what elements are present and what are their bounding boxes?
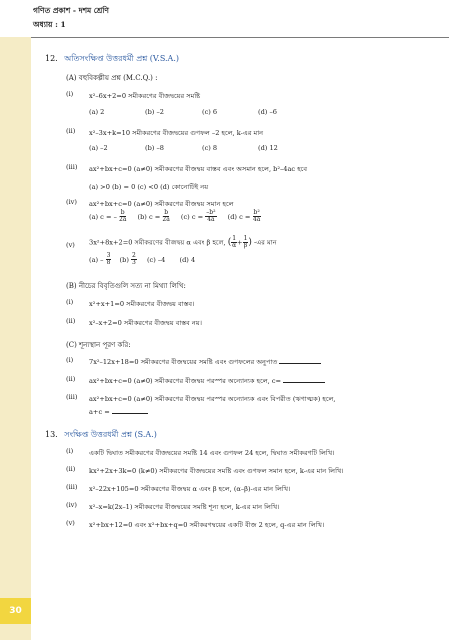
sa-3-number: (iii) — [66, 483, 78, 491]
opt-a-fraction — [106, 253, 112, 266]
opt-a-label: (a) c = – — [89, 212, 117, 221]
left-margin-band — [0, 37, 31, 640]
q12-title: অতিসংক্ষিপ্ত উত্তরধর্মী প্রশ্ন (V.S.A.) — [64, 54, 180, 63]
mcq-2-option-c: (c) 8 — [202, 144, 218, 152]
q13-number: 13. — [45, 430, 58, 439]
q12-number: 12. — [45, 54, 58, 63]
numerator: –b² — [206, 209, 216, 216]
sa-4-number: (iv) — [66, 501, 77, 509]
numerator: 2 — [132, 252, 136, 259]
fill-3-question: ax²+bx+c=0 (a≠0) সমীকরণের বীজদ্বয় পরস্পর অন্যোন্যক এবং বিপরীত (ঋণাত্মক) হলে, — [89, 395, 336, 403]
mcq-3-options: (a) >0 (b) = 0 (c) <0 (d) কোনোটিই নয় — [89, 183, 209, 191]
denominator: 8 — [106, 259, 111, 266]
sa-2-question: kx²+2x+3k=0 (k≠0) সমীকরণের বীজদ্বয়ের সমষ্টি এবং গুণফল সমান হলে, k-এর মান লিখি। — [89, 467, 344, 475]
fill-2-question — [89, 375, 325, 387]
mcq-3-number: (iii) — [66, 163, 78, 171]
mcq-5-number: (v) — [66, 241, 75, 249]
opt-d-fraction — [253, 210, 261, 223]
mcq-2-option-a: (a) –2 — [89, 144, 108, 152]
denominator: 2a — [162, 216, 170, 223]
mcq-5-stem: 3x²+8x+2=0 সমীকরণের বীজদ্বয় α এবং β হলে, — [89, 238, 226, 247]
page-number-text: 30 — [9, 606, 22, 616]
fill-2-blank[interactable] — [283, 377, 325, 383]
mcq-5-option-c: (c) –4 — [146, 255, 166, 264]
mcq-4-option-d — [227, 209, 261, 223]
opt-a-fraction — [119, 210, 126, 223]
opt-c-fraction — [205, 210, 216, 223]
fill-2-number: (ii) — [66, 375, 76, 383]
mcq-5-option-b — [119, 252, 139, 266]
denominator: α — [232, 242, 237, 249]
mcq-5-tail: -এর মান — [254, 238, 277, 247]
mcq-4-question: ax²+bx+c=0 (a≠0) সমীকরণের বীজদ্বয় সমান হলে — [89, 200, 234, 208]
mcq-3-question: ax²+bx+c=0 (a≠0) সমীকরণের বীজদ্বয় বাস্তব এবং অসমান হলে, b²–4ac হবে — [89, 165, 308, 173]
fill-1-blank[interactable] — [279, 358, 321, 364]
mcq-2-option-d: (d) 12 — [258, 144, 278, 152]
opt-b-fraction — [162, 210, 169, 223]
q13-title: সংক্ষিপ্ত উত্তরধর্মী প্রশ্ন (S.A.) — [64, 430, 157, 439]
sa-3-question: x²–22x+105=0 সমীকরণের বীজদ্বয় α এবং β হলে, (α–β)-এর মান লিখি। — [89, 485, 291, 493]
mcq-5-expression: ( — [227, 237, 232, 248]
numerator: 1 — [232, 235, 237, 242]
mcq-1-option-c: (c) 6 — [202, 108, 218, 116]
numerator: b — [120, 209, 125, 216]
q13-heading — [45, 429, 157, 442]
page-number — [0, 598, 31, 624]
tf-1-number: (i) — [66, 298, 74, 306]
denominator: β — [243, 242, 248, 249]
header-divider — [0, 37, 449, 38]
tf-2-number: (ii) — [66, 317, 76, 325]
book-title: গণিত প্রকাশ - দশম শ্রেণি — [33, 6, 109, 15]
tf-1-statement: x²+x+1=0 সমীকরণের বীজদ্বয় বাস্তব। — [89, 300, 195, 308]
mcq-1-number: (i) — [66, 90, 74, 98]
tf-2-statement: x²–x+2=0 সমীকরণের বীজদ্বয় বাস্তব নয়। — [89, 319, 203, 327]
numerator: 1 — [243, 235, 248, 242]
mcq-4-number: (iv) — [66, 198, 77, 206]
fill-3-number: (iii) — [66, 393, 78, 401]
numerator: b — [164, 209, 169, 216]
mcq-1-question: x²–6x+2=0 সমীকরণের বীজদ্বয়ের সমষ্টি — [89, 92, 201, 100]
fill-2-text: ax²+bx+c=0 (a≠0) সমীকরণের বীজদ্বয় পরস্পর অন্যোন্যক হলে, c= — [89, 377, 282, 385]
mcq-4-options — [89, 210, 261, 223]
mcq-4-option-b — [137, 209, 172, 223]
sa-1-question: একটি দ্বিঘাত সমীকরণের বীজদ্বয়ের সমষ্টি 14 এবং গুণফল 24 হলে, দ্বিঘাত সমীকরণটি লিখি। — [89, 449, 335, 457]
mcq-1-option-b: (b) –2 — [145, 108, 164, 116]
mcq-2-question: x²–3x+k=10 সমীকরণের বীজদ্বয়ের গুণফল –2 হলে, k-এর মান — [89, 129, 264, 137]
opt-b-label: (b) — [119, 255, 129, 264]
fill-1-number: (i) — [66, 356, 74, 364]
fill-3-blank[interactable] — [112, 408, 148, 414]
fill-1-question — [89, 356, 321, 368]
fill-3-line2 — [89, 408, 148, 416]
fill-3-text: a+c = — [89, 408, 110, 416]
section-b-title: (B) নীচের বিবৃতিগুলি সত্য না মিথ্যা লিখি: — [66, 282, 186, 290]
q12-heading — [45, 53, 179, 66]
mcq-2-option-b: (b) –8 — [145, 144, 164, 152]
numerator: 3 — [106, 252, 111, 259]
sa-5-question: x²+bx+12=0 এবং x²+bx+q=0 সমীকরণদ্বয়ের একটি বীজ 2 হলে, q-এর মান লিখি। — [89, 521, 325, 529]
section-a-title: (A) বহুবিকল্পীয় প্রশ্ন (M.C.Q.) : — [66, 74, 158, 82]
mcq-5-options — [89, 253, 195, 266]
plus-sign: + — [237, 238, 243, 247]
opt-d-label: (d) c = — [227, 212, 251, 221]
sa-5-number: (v) — [66, 519, 75, 527]
mcq-4-option-a — [89, 209, 129, 223]
mcq-4-option-c — [180, 209, 219, 223]
close-paren: ) — [248, 237, 252, 248]
sa-2-number: (ii) — [66, 465, 76, 473]
opt-a-label: (a) – — [89, 255, 104, 264]
fill-1-text: 7x²–12x+18=0 সমীকরণের বীজদ্বয়ের সমষ্টি এবং গুণফলের অনুপাত — [89, 358, 278, 366]
mcq-1-option-a: (a) 2 — [89, 108, 105, 116]
sa-4-question: x²–x=k(2x–1) সমীকরণের বীজদ্বয়ের সমষ্টি শূন্য হলে, k-এর মান লিখি। — [89, 503, 280, 511]
numerator: b² — [253, 209, 260, 216]
mcq-5-option-a — [89, 252, 114, 266]
opt-b-label: (b) c = — [137, 212, 161, 221]
opt-c-label: (c) c = — [180, 212, 204, 221]
sa-1-number: (i) — [66, 447, 74, 455]
denominator: 2a — [119, 216, 127, 223]
mcq-5-option-d: (d) 4 — [179, 255, 196, 264]
mcq-5-question — [89, 236, 277, 249]
mcq-2-number: (ii) — [66, 127, 76, 135]
section-c-title: (C) শূন্যস্থান পূরণ করি: — [66, 341, 131, 349]
denominator: 4a — [207, 216, 215, 223]
mcq-1-option-d: (d) –6 — [258, 108, 277, 116]
denominator: 3 — [132, 259, 136, 266]
denominator: 4a — [252, 216, 261, 223]
chapter-label: অধ্যায় : 1 — [33, 20, 66, 29]
opt-b-fraction — [131, 253, 137, 266]
